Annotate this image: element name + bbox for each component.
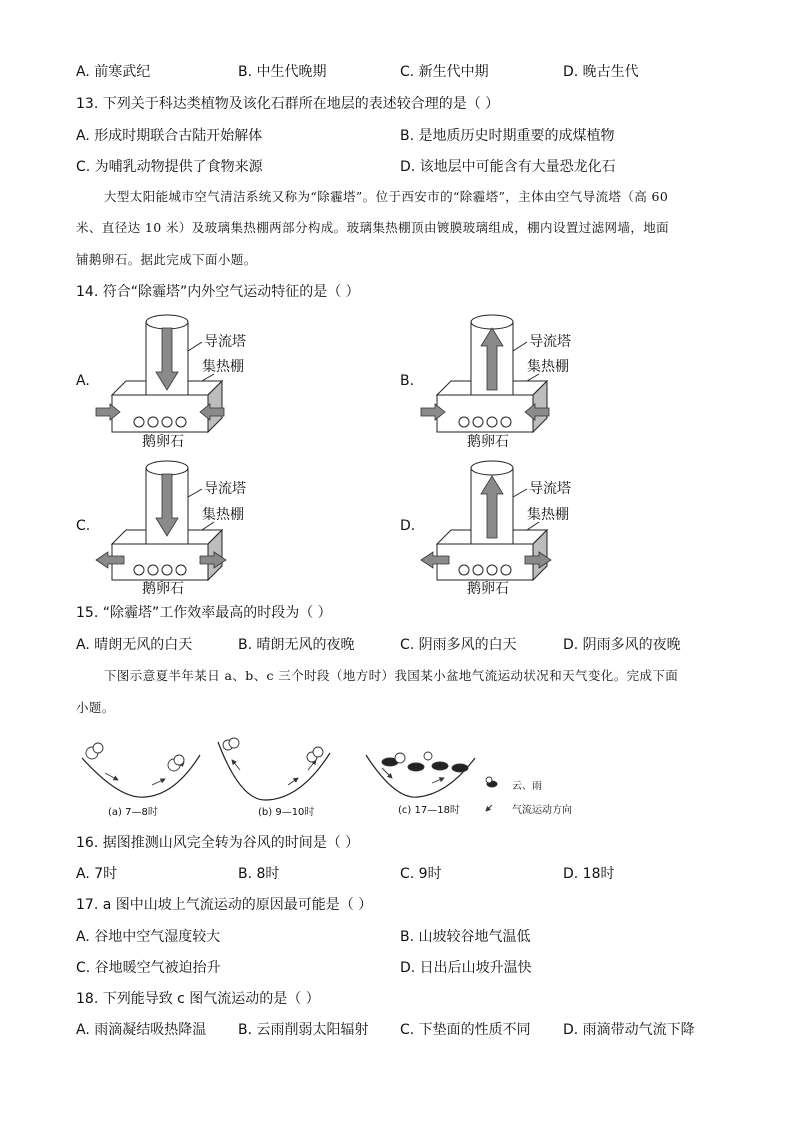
q18-option-b: B. 云雨削弱太阳辐射 — [238, 1022, 369, 1038]
q17-option-a: A. 谷地中空气湿度较大 — [76, 929, 221, 945]
q16-stem: 16. 据图推测山风完全转为谷风的时间是（ ） — [76, 835, 360, 851]
q14-option-a-letter: A. — [76, 373, 90, 389]
c-shed-label: 集热棚 — [202, 507, 244, 523]
passage2-line-1: 下图示意夏半年某日 a、b、c 三个时段（地方时）我国某小盆地气流运动状况和天气变化。完成下面 — [104, 668, 679, 683]
q15-option-c: C. 阴雨多风的白天 — [400, 637, 517, 653]
q12-option-a: A. 前寒武纪 — [76, 64, 151, 80]
q17-option-c: C. 谷地暖空气被迫抬升 — [76, 960, 221, 976]
a-shed-label: 集热棚 — [202, 359, 244, 375]
q13-stem: 13. 下列关于科达类植物及该化石群所在地层的表述较合理的是（ ） — [76, 96, 500, 112]
q12-option-c: C. 新生代中期 — [400, 64, 489, 80]
q13-option-a: A. 形成时期联合古陆开始解体 — [76, 128, 263, 144]
q13-option-c: C. 为哺乳动物提供了食物来源 — [76, 159, 263, 175]
legend-arrow-icon — [486, 805, 492, 811]
q16-option-a: A. 7时 — [76, 866, 118, 882]
a-stone-label: 鹅卵石 — [142, 434, 184, 450]
passage1-line-3: 铺鹅卵石。据此完成下面小题。 — [76, 252, 257, 267]
c-tower-label: 导流塔 — [204, 481, 246, 497]
valley-panel-b-caption: (b) 9—10时 — [258, 807, 315, 818]
q13-option-b: B. 是地质历史时期重要的成煤植物 — [400, 128, 615, 144]
q18-option-c: C. 下垫面的性质不同 — [400, 1022, 531, 1038]
q16-option-d: D. 18时 — [563, 866, 615, 882]
q15-stem: 15. “除霾塔”工作效率最高的时段为（ ） — [76, 605, 332, 621]
passage1-line-2: 米、直径达 10 米）及玻璃集热棚两部分构成。玻璃集热棚顶由镀膜玻璃组成，棚内设置过滤网墙，地面 — [76, 220, 670, 235]
b-shed-label: 集热棚 — [527, 359, 569, 375]
q17-option-d: D. 日出后山坡升温快 — [400, 960, 532, 976]
valley-clouds — [86, 738, 497, 787]
q16-option-b: B. 8时 — [238, 866, 280, 882]
valley-panel-c-caption: (c) 17—18时 — [398, 805, 460, 816]
q16-option-c: C. 9时 — [400, 866, 442, 882]
q18-option-d: D. 雨滴带动气流下降 — [563, 1022, 695, 1038]
q12-option-d: D. 晚古生代 — [563, 64, 639, 80]
q12-option-b: B. 中生代晚期 — [238, 64, 327, 80]
q17-stem: 17. a 图中山坡上气流运动的原因最可能是（ ） — [76, 897, 373, 913]
d-shed-label: 集热棚 — [527, 507, 569, 523]
b-stone-label: 鹅卵石 — [467, 434, 509, 450]
passage2-line-2: 小题。 — [76, 700, 115, 715]
c-stone-label: 鹅卵石 — [142, 581, 184, 597]
q15-option-a: A. 晴朗无风的白天 — [76, 637, 193, 653]
b-tower-label: 导流塔 — [529, 334, 571, 350]
q15-option-d: D. 阴雨多风的夜晚 — [563, 637, 681, 653]
q14-option-d-letter: D. — [400, 518, 416, 534]
q13-option-d: D. 该地层中可能含有大量恐龙化石 — [400, 159, 616, 175]
q18-stem: 18. 下列能导致 c 图气流运动的是（ ） — [76, 991, 320, 1007]
legend-airflow: 气流运动方向 — [512, 805, 572, 816]
d-stone-label: 鹅卵石 — [467, 581, 509, 597]
q14-option-c-letter: C. — [76, 518, 91, 534]
a-tower-label: 导流塔 — [204, 334, 246, 350]
q14-stem: 14. 符合“除霾塔”内外空气运动特征的是（ ） — [76, 284, 360, 300]
q14-option-b-letter: B. — [400, 373, 415, 389]
valley-b-arrows — [232, 760, 316, 785]
q17-option-b: B. 山坡较谷地气温低 — [400, 929, 531, 945]
d-tower-label: 导流塔 — [529, 481, 571, 497]
passage1-line-1: 大型太阳能城市空气清洁系统又称为“除霾塔”。位于西安市的“除霾塔”，主体由空气导流塔（高 60 — [104, 189, 669, 204]
q15-option-b: B. 晴朗无风的夜晚 — [238, 637, 355, 653]
valley-panel-a-caption: (a) 7—8时 — [108, 807, 158, 818]
legend-cloud-rain: 云、雨 — [512, 781, 542, 792]
q18-option-a: A. 雨滴凝结吸热降温 — [76, 1022, 207, 1038]
